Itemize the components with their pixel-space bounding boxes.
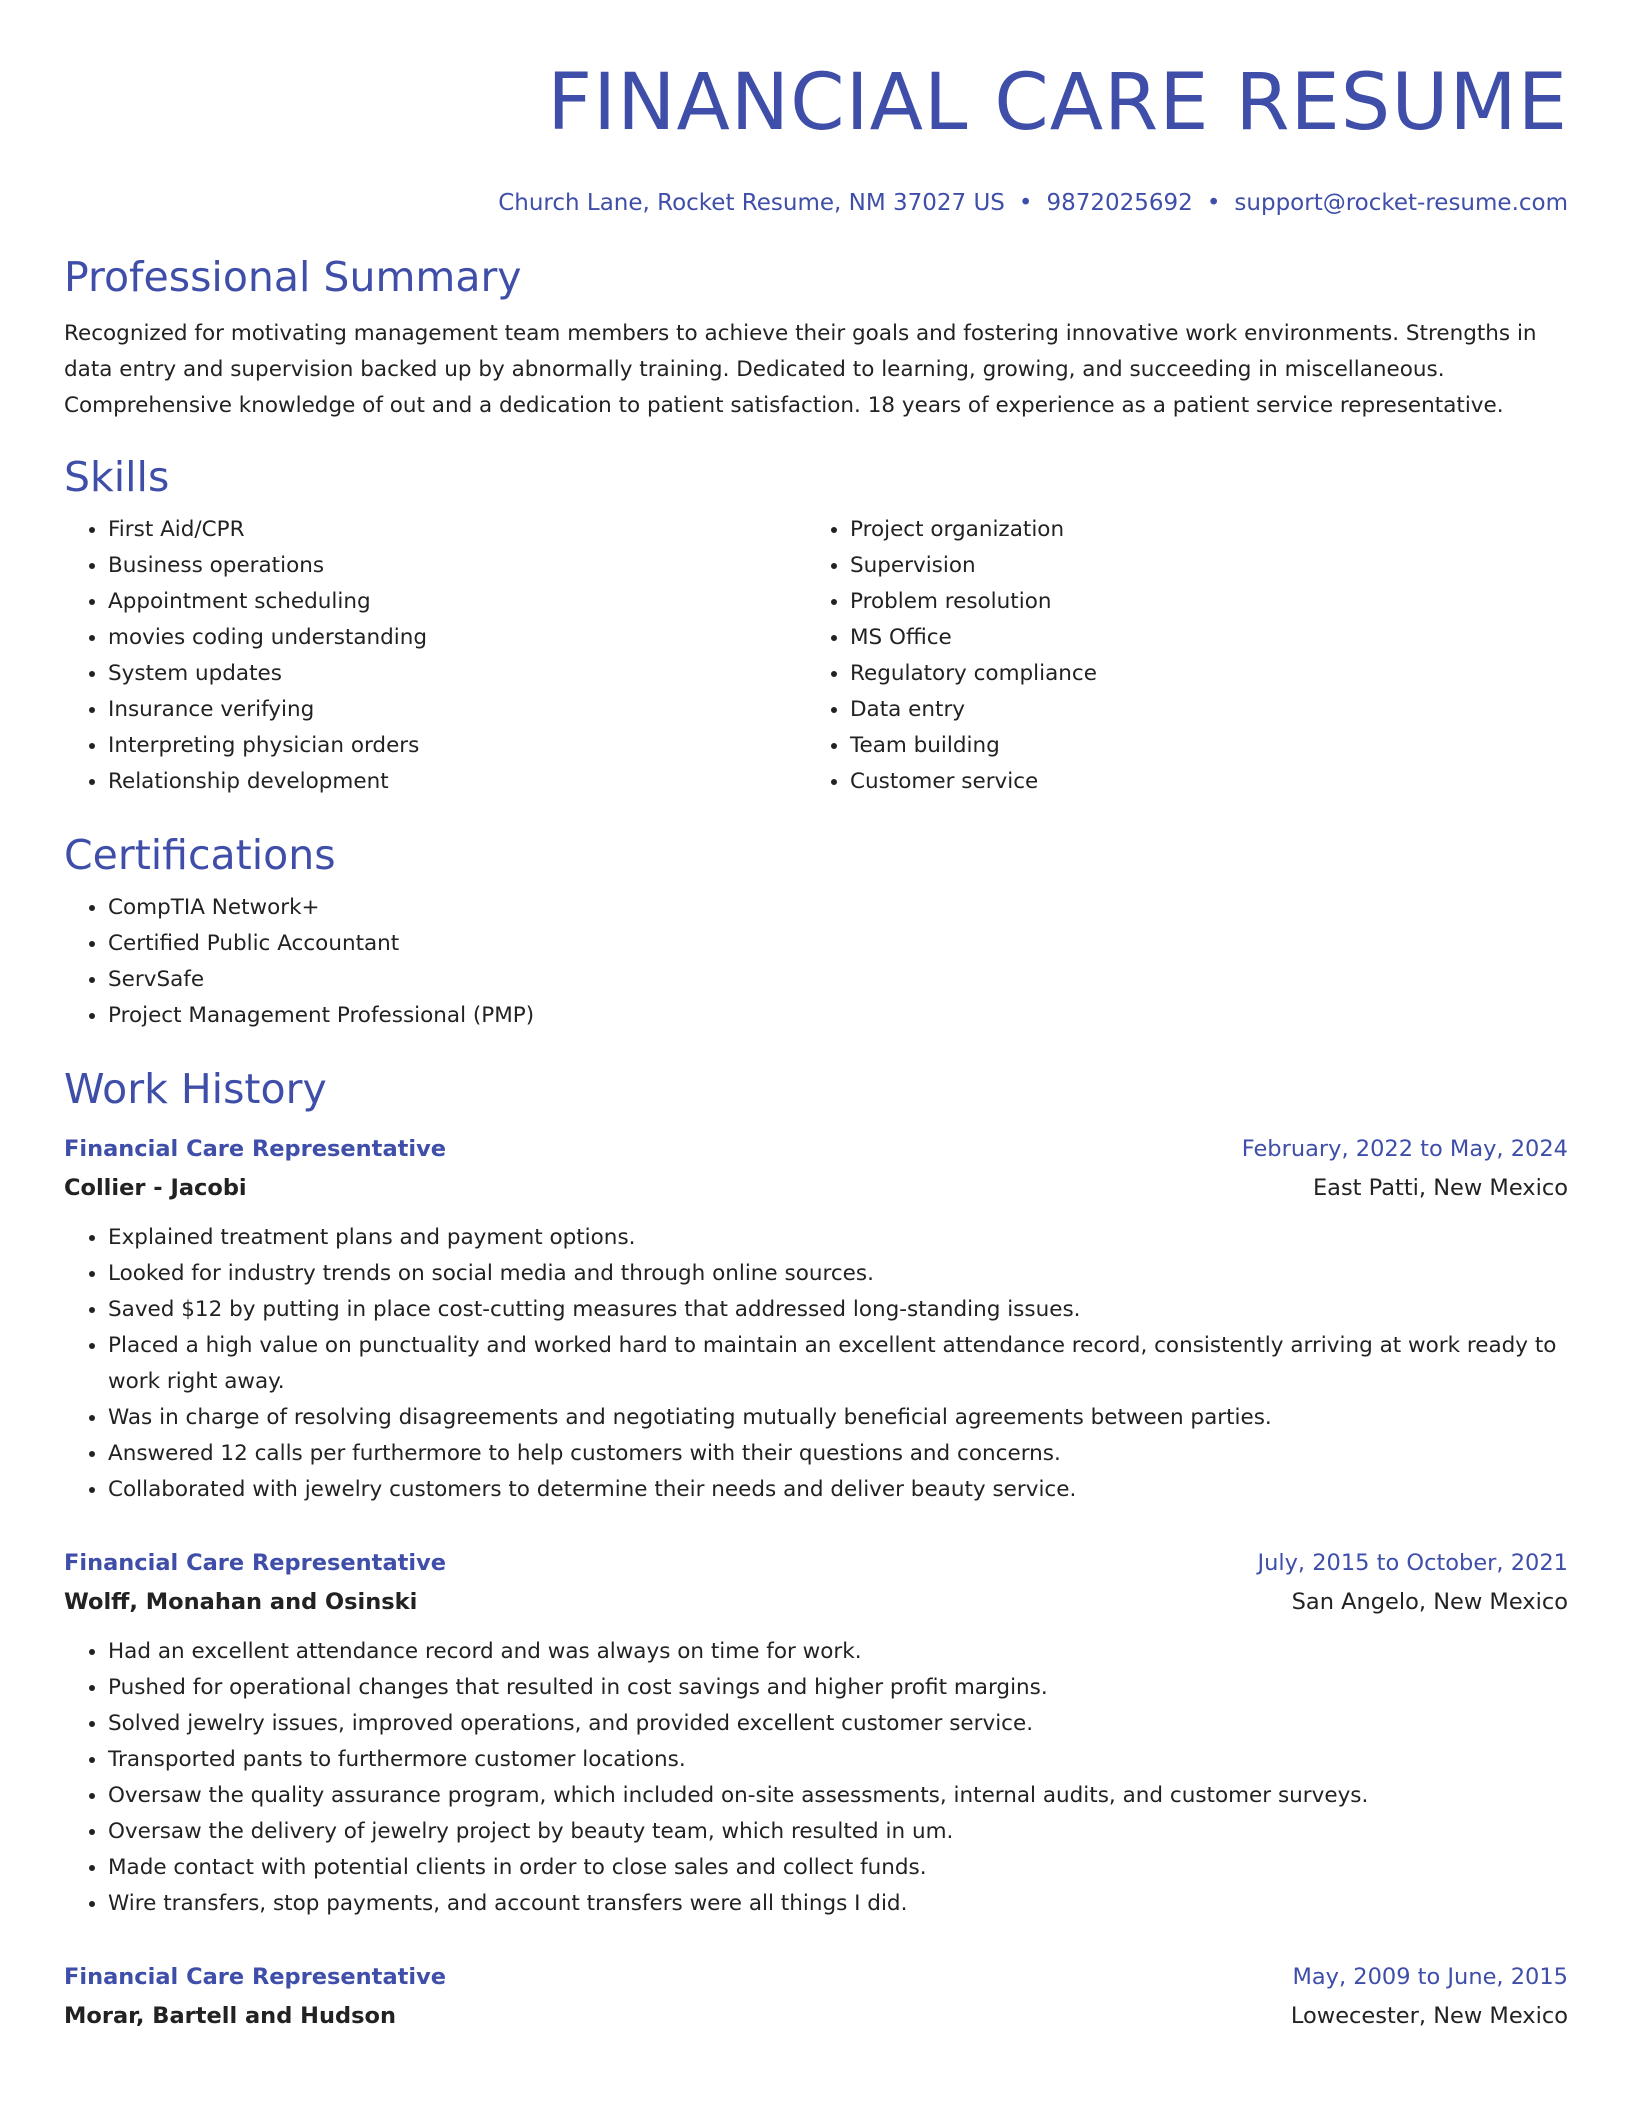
job-location: East Patti, New Mexico	[1312, 1175, 1568, 1201]
skill-item: • MS Office	[850, 620, 1548, 656]
job-company-row	[64, 1582, 1568, 1622]
summary-text: Recognized for motivating management team members to achieve their goals and fostering innovative work environments. Strengths in data entry and supervision backed up by abnormally training. Dedicated to learning, growing, and succeeding in miscellaneous. Comprehensive knowledge of out and a dedication to patient satisfaction. 18 years of experience as a patient service representative.	[64, 321, 1537, 418]
job-bullet: • Collaborated with jewelry customers to determine their needs and deliver beauty service.	[108, 1472, 1568, 1508]
job-location: San Angelo, New Mexico	[1291, 1589, 1568, 1615]
skill-item: • Project organization	[850, 512, 1548, 548]
resume-name: FINANCIAL CARE RESUME	[547, 58, 1568, 148]
skill-item: • Problem resolution	[850, 584, 1548, 620]
job-dates: February, 2022 to May, 2024	[1241, 1136, 1568, 1162]
skill-item: • Data entry	[850, 692, 1548, 728]
contact-separator: •	[1206, 190, 1221, 216]
skill-item: • Interpreting physician orders	[108, 728, 806, 764]
skill-item: • Regulatory compliance	[850, 656, 1548, 692]
job-title: Financial Care Representative	[64, 1964, 447, 1990]
skill-item: • Supervision	[850, 548, 1548, 584]
job-entry	[64, 1130, 1568, 1508]
job-company-row	[64, 1996, 1568, 2036]
contact-phone: 9872025692	[1046, 190, 1193, 216]
certification-item: • Project Management Professional (PMP)	[108, 998, 1568, 1034]
job-bullet: • Placed a high value on punctuality and worked hard to maintain an excellent attendance record, consistently arriving at work ready to work right away.	[108, 1328, 1568, 1400]
skill-item: • System updates	[108, 656, 806, 692]
job-bullet: • Pushed for operational changes that resulted in cost savings and higher profit margins.	[108, 1670, 1568, 1706]
job-dates: May, 2009 to June, 2015	[1292, 1964, 1568, 1990]
job-bullet: • Made contact with potential clients in order to close sales and collect funds.	[108, 1850, 1568, 1886]
job-bullet: • Was in charge of resolving disagreements and negotiating mutually beneficial agreements between parties.	[108, 1400, 1568, 1436]
skill-item: • First Aid/CPR	[108, 512, 806, 548]
skill-item: • Appointment scheduling	[108, 584, 806, 620]
job-title: Financial Care Representative	[64, 1550, 447, 1576]
contact-line	[64, 188, 1568, 218]
contact-separator: •	[1018, 190, 1033, 216]
job-bullet: • Answered 12 calls per furthermore to help customers with their questions and concerns.	[108, 1436, 1568, 1472]
job-bullet: • Had an excellent attendance record and was always on time for work.	[108, 1634, 1568, 1670]
job-entry	[64, 1958, 1568, 2036]
job-bullet: • Transported pants to furthermore customer locations.	[108, 1742, 1568, 1778]
skills-list-right	[806, 512, 1548, 800]
job-header-row	[64, 1130, 1568, 1168]
job-title: Financial Care Representative	[64, 1136, 447, 1162]
job-header-row	[64, 1544, 1568, 1582]
contact-address: Church Lane, Rocket Resume, NM 37027 US	[498, 190, 1005, 216]
job-company-row	[64, 1168, 1568, 1208]
skills-column-right	[806, 512, 1548, 800]
skill-item: • movies coding understanding	[108, 620, 806, 656]
job-dates: July, 2015 to October, 2021	[1257, 1550, 1568, 1576]
skills-list-left	[64, 512, 806, 800]
certification-item: • CompTIA Network+	[108, 890, 1568, 926]
certification-item: • ServSafe	[108, 962, 1568, 998]
job-bullet: • Oversaw the quality assurance program, which included on-site assessments, internal audits, and customer surveys.	[108, 1778, 1568, 1814]
job-company: Wolff, Monahan and Osinski	[64, 1589, 418, 1615]
job-bullet: • Saved $12 by putting in place cost-cutting measures that addressed long-standing issues.	[108, 1292, 1568, 1328]
job-bullet: • Looked for industry trends on social media and through online sources.	[108, 1256, 1568, 1292]
certification-item: • Certified Public Accountant	[108, 926, 1568, 962]
job-company: Collier - Jacobi	[64, 1175, 247, 1201]
job-bullet: • Oversaw the delivery of jewelry project by beauty team, which resulted in um.	[108, 1814, 1568, 1850]
skills-grid	[64, 512, 1568, 800]
job-bullet-list	[64, 1634, 1568, 1922]
job-company: Morar, Bartell and Hudson	[64, 2003, 396, 2029]
job-header-row	[64, 1958, 1568, 1996]
skill-item: • Customer service	[850, 764, 1548, 800]
certifications-list	[64, 890, 1568, 1034]
job-location: Lowecester, New Mexico	[1290, 2003, 1568, 2029]
work-history-heading: Work History	[64, 1065, 327, 1113]
contact-email[interactable]: support@rocket-resume.com	[1234, 190, 1568, 216]
job-bullet-list	[64, 1220, 1568, 1508]
summary-heading: Professional Summary	[64, 253, 522, 301]
job-bullet: • Solved jewelry issues, improved operations, and provided excellent customer service.	[108, 1706, 1568, 1742]
skill-item: • Insurance verifying	[108, 692, 806, 728]
job-bullet: • Wire transfers, stop payments, and account transfers were all things I did.	[108, 1886, 1568, 1922]
skills-heading: Skills	[64, 453, 170, 501]
job-bullet: • Explained treatment plans and payment options.	[108, 1220, 1568, 1256]
certifications-heading: Certifications	[64, 831, 336, 879]
job-entry	[64, 1544, 1568, 1922]
skill-item: • Team building	[850, 728, 1548, 764]
skills-column-left	[64, 512, 806, 800]
skill-item: • Business operations	[108, 548, 806, 584]
skill-item: • Relationship development	[108, 764, 806, 800]
